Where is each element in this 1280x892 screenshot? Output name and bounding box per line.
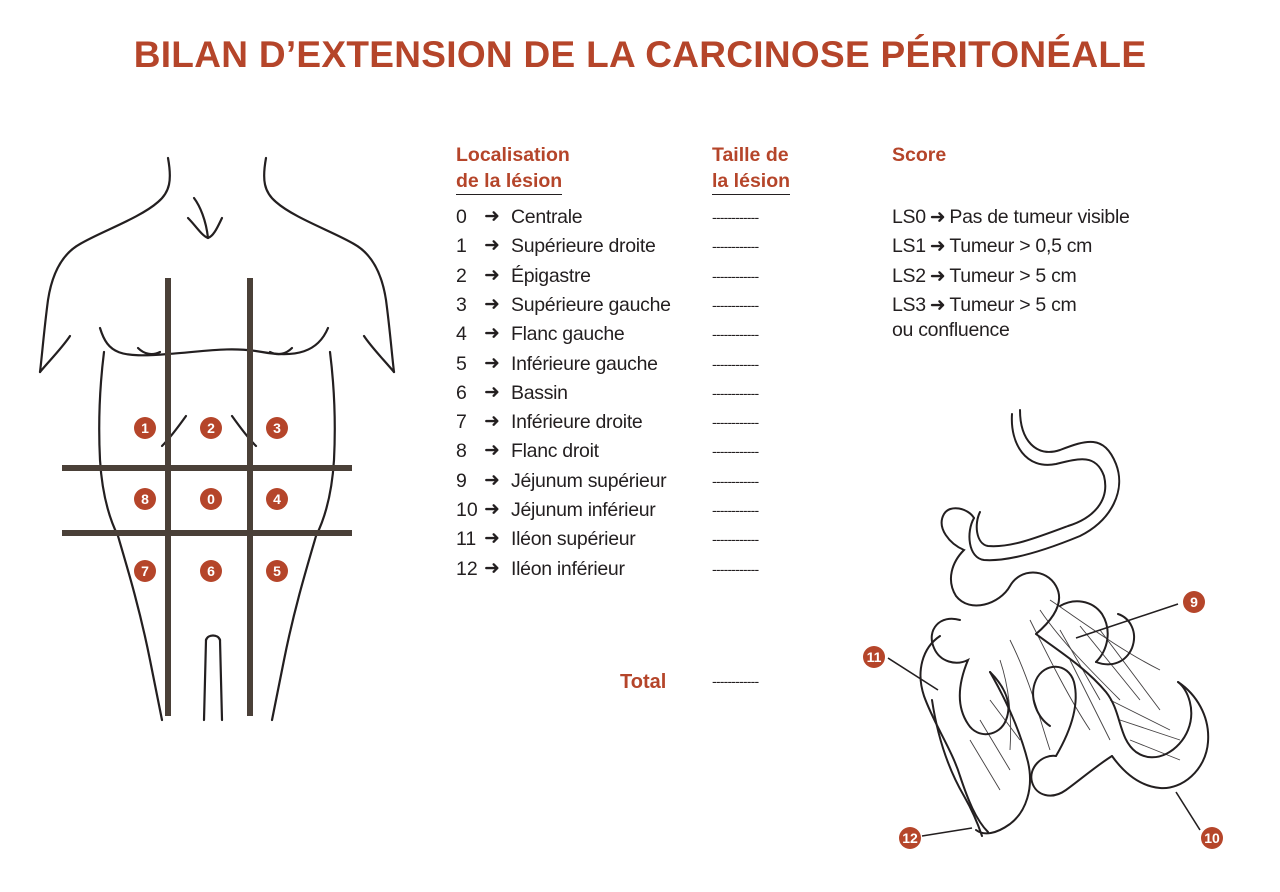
size-field[interactable]: ------------ xyxy=(712,267,759,284)
size-field[interactable]: ------------ xyxy=(712,326,759,343)
region-badge-2[interactable] xyxy=(200,417,222,439)
svg-text:11: 11 xyxy=(866,649,882,665)
arrow-icon: ➜ xyxy=(484,206,500,227)
region-row xyxy=(456,292,836,318)
region-row xyxy=(456,438,836,464)
svg-text:0: 0 xyxy=(207,491,215,507)
arrow-icon: ➜ xyxy=(929,265,946,287)
region-row xyxy=(456,321,836,347)
region-row xyxy=(456,233,836,259)
total-field[interactable]: ------------ xyxy=(712,673,759,689)
size-field[interactable]: ------------ xyxy=(712,384,759,401)
arrow-icon: ➜ xyxy=(484,352,500,374)
arrow-icon: ➜ xyxy=(484,469,500,491)
total-label: Total xyxy=(620,671,667,693)
header-localisation-line1: Localisation xyxy=(456,144,570,166)
region-row xyxy=(456,351,836,377)
region-label: Inférieure droite xyxy=(511,411,643,434)
score-row xyxy=(892,204,1130,231)
region-number: 12 xyxy=(456,557,478,580)
region-label: Supérieure droite xyxy=(511,235,656,258)
region-row xyxy=(456,556,836,582)
region-number: 8 xyxy=(456,440,467,463)
arrow-icon: ➜ xyxy=(484,264,500,286)
region-row xyxy=(456,409,836,435)
region-badge-5[interactable] xyxy=(266,560,288,582)
score-description: Tumeur > 5 cm xyxy=(949,264,1077,287)
torso-outline xyxy=(40,158,394,720)
region-number: 5 xyxy=(456,352,467,375)
intestine-badge-10[interactable] xyxy=(1201,827,1223,849)
arrow-icon: ➜ xyxy=(484,381,500,403)
region-label: Inférieure gauche xyxy=(511,352,658,375)
score-code: LS0 xyxy=(892,206,926,228)
svg-text:12: 12 xyxy=(902,830,918,846)
arrow-icon: ➜ xyxy=(484,557,500,579)
region-label: Iléon inférieur xyxy=(511,557,625,580)
region-badge-6[interactable] xyxy=(200,560,222,582)
region-number: 3 xyxy=(456,293,467,316)
arrow-icon: ➜ xyxy=(929,207,946,228)
region-badge-3[interactable] xyxy=(266,417,288,439)
size-field[interactable]: ------------ xyxy=(712,443,759,460)
region-row xyxy=(456,380,836,406)
region-badge-7[interactable] xyxy=(134,560,156,582)
arrow-icon: ➜ xyxy=(484,499,500,520)
arrow-icon: ➜ xyxy=(484,440,500,462)
region-badges xyxy=(134,417,288,582)
region-row xyxy=(456,263,836,289)
intestine-badge-9[interactable] xyxy=(1183,591,1205,613)
size-field[interactable]: ------------ xyxy=(712,209,759,225)
region-label: Épigastre xyxy=(511,264,591,287)
region-row xyxy=(456,526,836,552)
score-description: Tumeur > 5 cm xyxy=(949,293,1077,316)
arrow-icon: ➜ xyxy=(484,293,500,315)
score-code: LS2 xyxy=(892,264,926,287)
header-localisation-line2: de la lésion xyxy=(456,168,562,195)
region-number: 2 xyxy=(456,264,467,287)
svg-text:1: 1 xyxy=(141,420,149,436)
svg-text:4: 4 xyxy=(273,491,281,507)
score-row xyxy=(892,263,1076,290)
header-localisation xyxy=(456,142,570,195)
region-label: Jéjunum inférieur xyxy=(511,499,656,521)
region-badge-4[interactable] xyxy=(266,488,288,510)
header-taille-line2: la lésion xyxy=(712,168,790,195)
size-field[interactable]: ------------ xyxy=(712,472,759,489)
region-row xyxy=(456,204,836,230)
size-field[interactable]: ------------ xyxy=(712,560,759,577)
region-row xyxy=(456,497,836,523)
score-code: LS1 xyxy=(892,235,926,258)
region-label: Bassin xyxy=(511,381,568,404)
score-description: Tumeur > 0,5 cm xyxy=(949,235,1093,258)
region-badge-8[interactable] xyxy=(134,488,156,510)
page-title: BILAN D’EXTENSION DE LA CARCINOSE PÉRITONÉALE xyxy=(133,34,1147,75)
size-field[interactable]: ------------ xyxy=(712,296,759,313)
intestine-outline xyxy=(921,410,1209,836)
intestine-badge-11[interactable] xyxy=(863,646,885,668)
svg-text:3: 3 xyxy=(273,420,281,436)
region-badge-1[interactable] xyxy=(134,417,156,439)
header-score: Score xyxy=(892,144,947,166)
score-row xyxy=(892,292,1076,319)
svg-text:5: 5 xyxy=(273,563,281,579)
size-field[interactable]: ------------ xyxy=(712,531,759,548)
header-taille-line1: Taille de xyxy=(712,144,789,166)
region-label: Flanc gauche xyxy=(511,323,625,346)
size-field[interactable]: ------------ xyxy=(712,238,759,255)
intestine-badge-12[interactable] xyxy=(899,827,921,849)
arrow-icon: ➜ xyxy=(484,411,500,433)
svg-text:10: 10 xyxy=(1204,830,1220,846)
region-label: Flanc droit xyxy=(511,440,599,463)
svg-text:7: 7 xyxy=(141,563,149,579)
region-number: 0 xyxy=(456,206,467,228)
arrow-icon: ➜ xyxy=(484,235,500,257)
score-code: LS3 xyxy=(892,293,926,316)
region-label: Centrale xyxy=(511,206,583,228)
region-label: Supérieure gauche xyxy=(511,293,671,316)
svg-text:2: 2 xyxy=(207,420,215,436)
size-field[interactable]: ------------ xyxy=(712,414,759,431)
arrow-icon: ➜ xyxy=(929,294,946,316)
region-number: 10 xyxy=(456,499,478,521)
region-number: 6 xyxy=(456,381,467,404)
torso-illustration xyxy=(0,140,400,880)
region-number: 7 xyxy=(456,411,467,434)
arrow-icon: ➜ xyxy=(484,323,500,345)
region-badge-0[interactable] xyxy=(200,488,222,510)
region-label: Jéjunum supérieur xyxy=(511,469,667,492)
region-label: Iléon supérieur xyxy=(511,528,636,551)
region-row xyxy=(456,468,836,494)
arrow-icon: ➜ xyxy=(929,236,946,258)
score-description: Pas de tumeur visible xyxy=(949,206,1130,228)
svg-text:9: 9 xyxy=(1190,594,1198,610)
intestine-illustration xyxy=(860,400,1240,870)
region-number: 1 xyxy=(456,235,467,258)
svg-text:8: 8 xyxy=(141,491,149,507)
region-number: 11 xyxy=(456,528,477,551)
svg-text:6: 6 xyxy=(207,563,215,579)
score-continuation: ou confluence xyxy=(892,319,1010,341)
score-row xyxy=(892,233,1092,260)
size-field[interactable]: ------------ xyxy=(712,502,759,518)
header-taille xyxy=(712,142,790,195)
arrow-icon: ➜ xyxy=(484,528,500,550)
size-field[interactable]: ------------ xyxy=(712,355,759,372)
region-number: 9 xyxy=(456,469,467,492)
region-number: 4 xyxy=(456,323,467,346)
